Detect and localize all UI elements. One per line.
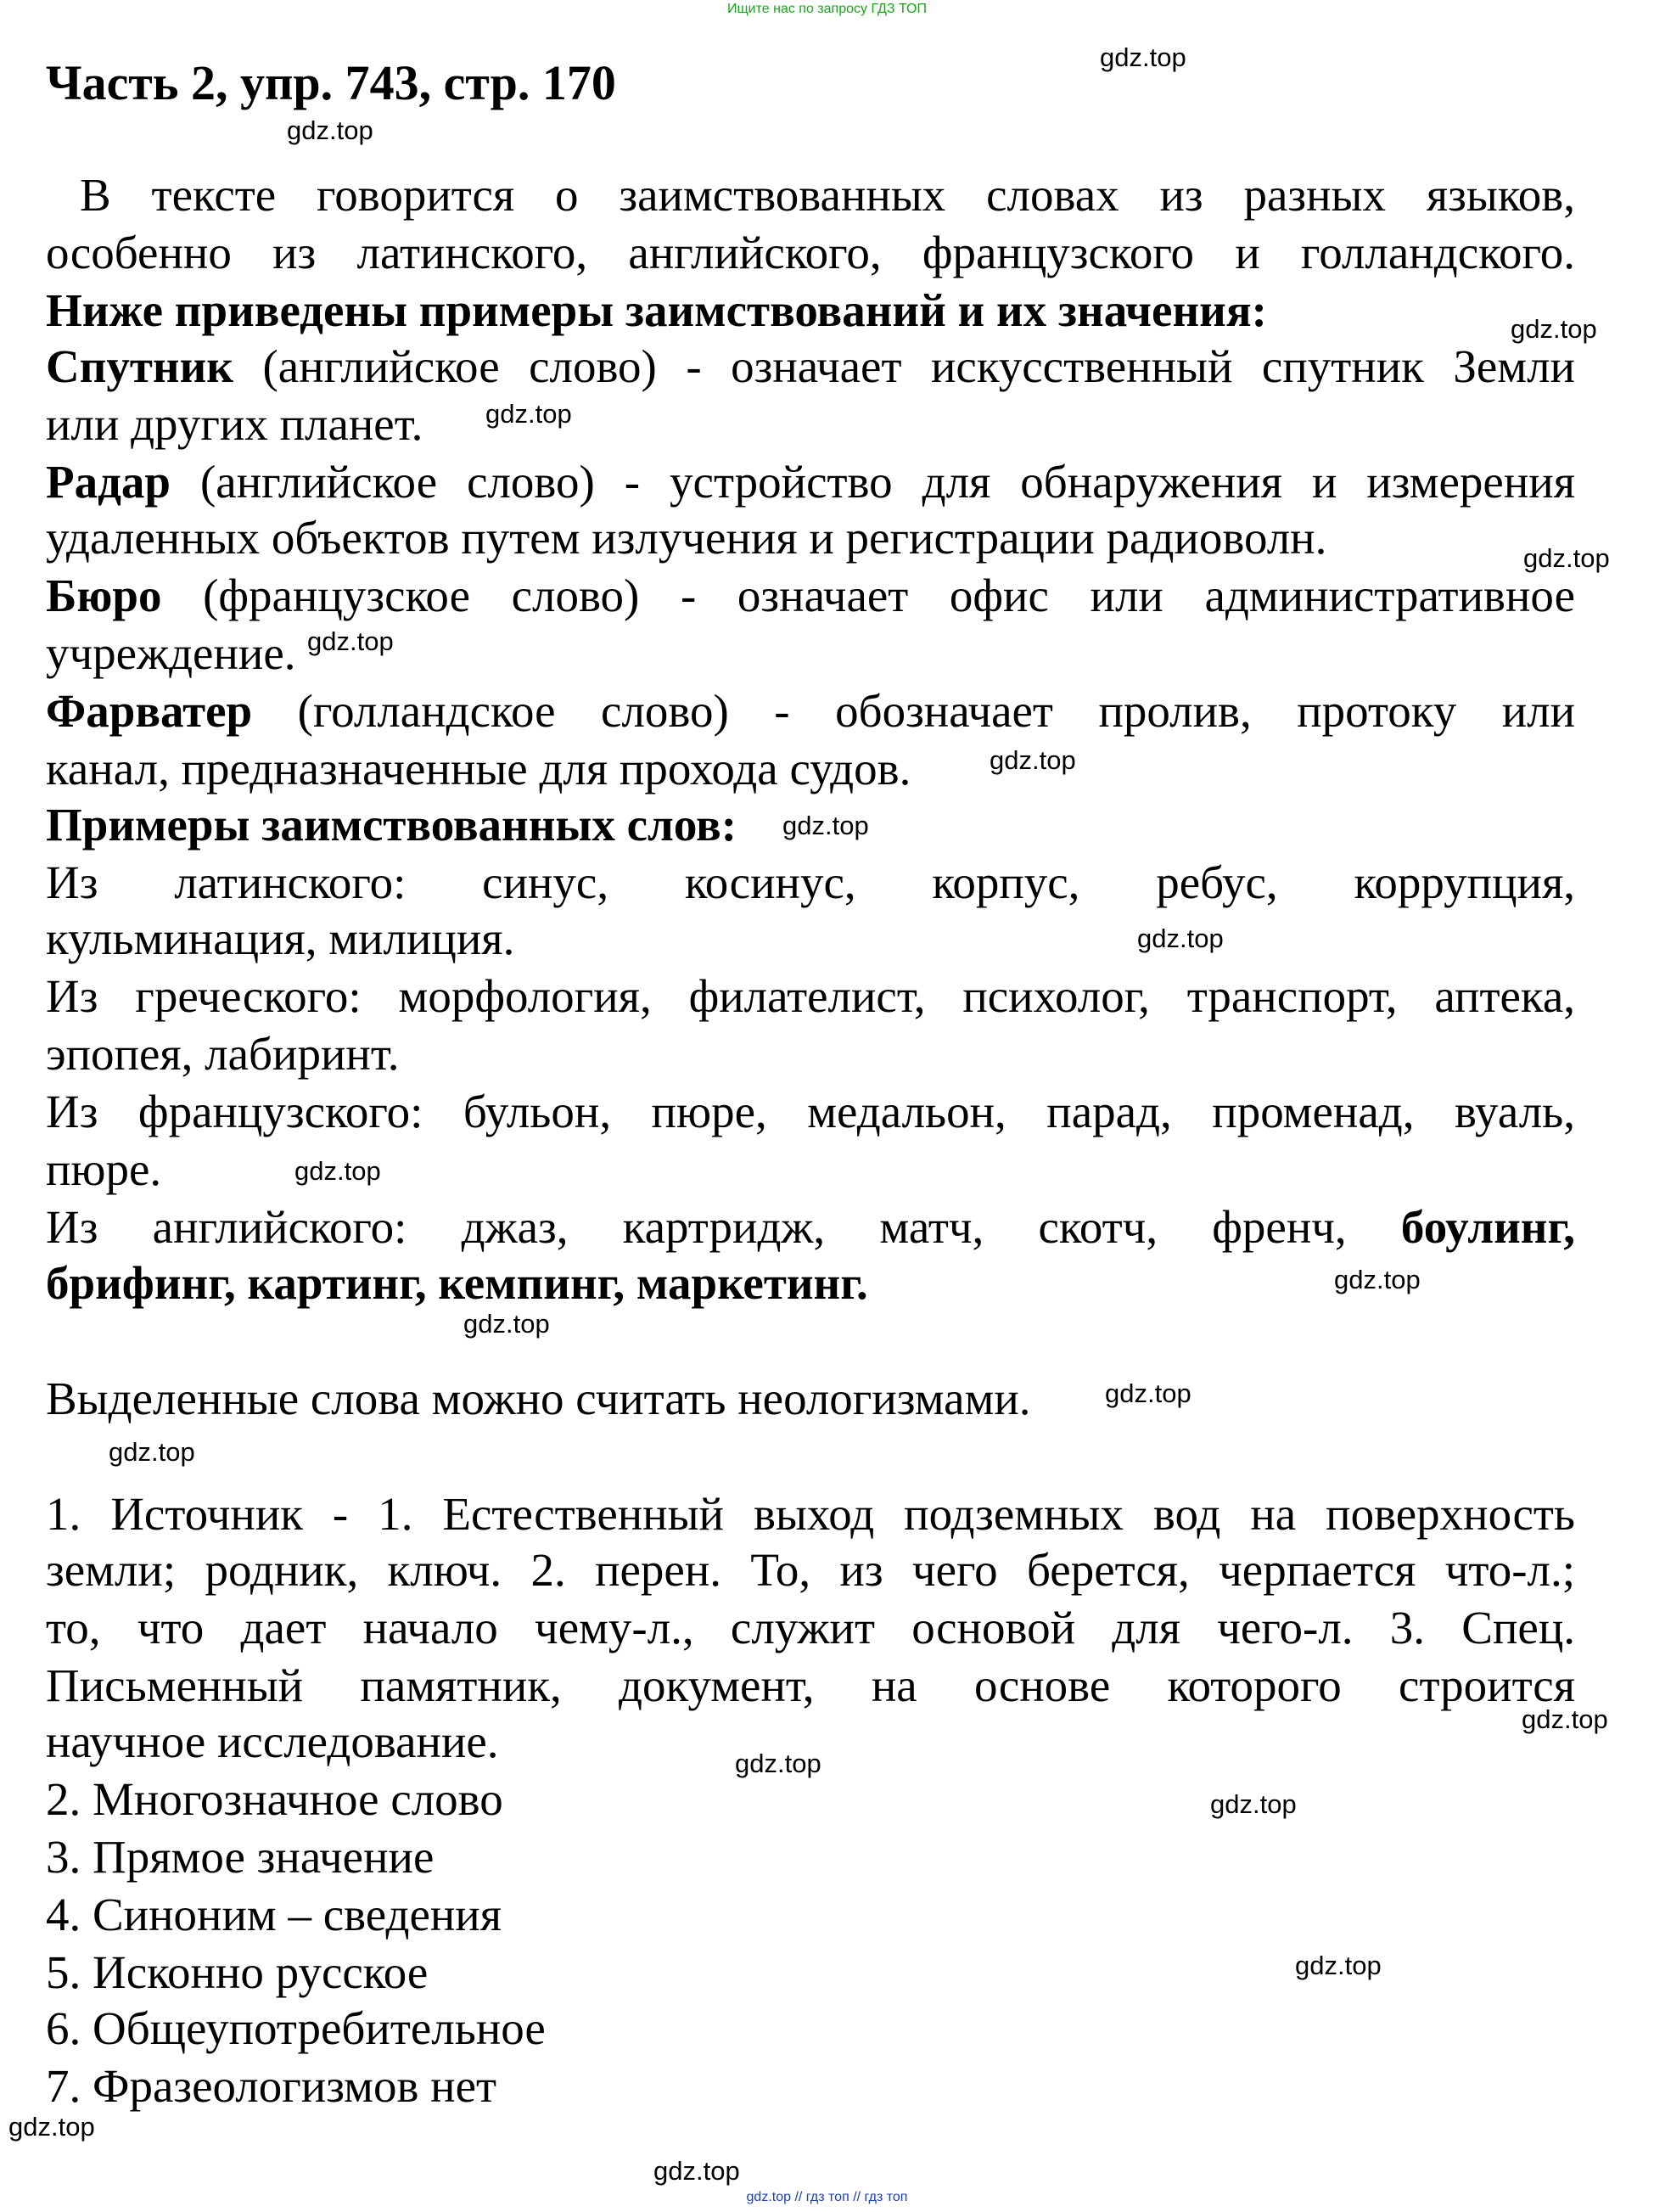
watermark: gdz.top	[1210, 1789, 1297, 1819]
answer-line: 7. Фразеологизмов нет	[46, 2060, 497, 2112]
watermark: gdz.top	[1334, 1265, 1421, 1294]
term: Спутник	[46, 340, 233, 392]
definition-text: (французское слово) - означает офис или административное	[203, 570, 1576, 621]
watermark: gdz.top	[782, 811, 869, 840]
watermark: gdz.top	[109, 1437, 195, 1467]
intro-line: особенно из латинского, английского, французского и голландского.	[46, 227, 1575, 278]
definition-line	[46, 453, 1575, 511]
definition-line: удаленных объектов путем излучения и регистрации радиоволн.	[46, 512, 1327, 564]
answer-line: то, что дает начало чему-л., служит основой для чего-л. 3. Спец.	[46, 1602, 1575, 1653]
answer-line: 2. Многозначное слово	[46, 1773, 503, 1825]
term: Фарватер	[46, 685, 253, 737]
answer-line: 1. Источник - 1. Естественный выход подземных вод на поверхность	[46, 1488, 1575, 1540]
bottom-note: gdz.top // гдз топ // гдз топ	[746, 2190, 908, 2204]
definition-text: (английское слово) - устройство для обнаружения и измерения	[199, 456, 1576, 508]
definition-line: или других планет.	[46, 398, 423, 450]
page-title: Часть 2, упр. 743, стр. 170	[46, 55, 616, 110]
watermark: gdz.top	[990, 745, 1076, 775]
definition-text: (английское слово) - означает искусственный спутник Земли	[262, 340, 1575, 392]
watermark: gdz.top	[1511, 314, 1597, 344]
definition-line: учреждение.	[46, 627, 296, 679]
definition-line	[46, 338, 1575, 396]
answer-line: 6. Общеупотребительное	[46, 2002, 546, 2054]
answer-line: 3. Прямое значение	[46, 1831, 435, 1883]
highlighted-words-line: брифинг, картинг, кемпинг, маркетинг.	[46, 1257, 868, 1309]
watermark: gdz.top	[287, 115, 373, 145]
watermark: gdz.top	[8, 2112, 95, 2142]
watermark: gdz.top	[1137, 924, 1224, 953]
top-search-note: Ищите нас по запросу ГДЗ ТОП	[727, 2, 927, 16]
watermark: gdz.top	[307, 626, 394, 656]
language-line: Из латинского: синус, косинус, корпус, ребус, коррупция,	[46, 856, 1575, 908]
answer-line: Письменный памятник, документ, на основе которого строится	[46, 1659, 1575, 1711]
term: Радар	[46, 456, 171, 508]
section-heading: Примеры заимствованных слов:	[46, 799, 737, 851]
language-line: Из греческого: морфология, филателист, психолог, транспорт, аптека,	[46, 970, 1575, 1022]
definition-line	[46, 682, 1575, 740]
answer-line: 4. Синоним – сведения	[46, 1889, 502, 1940]
term: Бюро	[46, 570, 162, 621]
highlighted-word: боулинг,	[1400, 1201, 1575, 1253]
watermark: gdz.top	[1523, 543, 1610, 573]
language-line: эпопея, лабиринт.	[46, 1028, 400, 1080]
answer-line: 5. Исконно русское	[46, 1946, 429, 1998]
conclusion-line: Выделенные слова можно считать неологизмами.	[46, 1373, 1031, 1424]
language-line: пюре.	[46, 1143, 162, 1195]
language-line: кульминация, милиция.	[46, 912, 515, 964]
watermark: gdz.top	[735, 1749, 821, 1778]
section-heading: Ниже приведены примеры заимствований и их значения:	[46, 284, 1267, 336]
language-line: Из французского: бульон, пюре, медальон, парад, променад, вуаль,	[46, 1086, 1575, 1137]
watermark: gdz.top	[485, 399, 572, 429]
definition-text: (голландское слово) - обозначает пролив, протоку или	[297, 685, 1576, 737]
language-text: Из английского: джаз, картридж, матч, скотч, френч,	[46, 1201, 1347, 1253]
watermark: gdz.top	[1105, 1378, 1191, 1408]
definition-line: канал, предназначенные для прохода судов.	[46, 743, 911, 794]
watermark: gdz.top	[1295, 1951, 1382, 1980]
watermark: gdz.top	[1522, 1704, 1608, 1734]
definition-line	[46, 567, 1575, 625]
watermark: gdz.top	[294, 1156, 381, 1186]
answer-line: земли; родник, ключ. 2. перен. То, из чего берется, черпается что-л.;	[46, 1544, 1575, 1596]
intro-line: В тексте говорится о заимствованных словах из разных языков,	[80, 169, 1575, 221]
watermark: gdz.top	[463, 1309, 550, 1339]
answer-line: научное исследование.	[46, 1715, 499, 1767]
language-line	[46, 1199, 1575, 1256]
watermark: gdz.top	[1100, 42, 1186, 72]
watermark: gdz.top	[653, 2156, 740, 2186]
